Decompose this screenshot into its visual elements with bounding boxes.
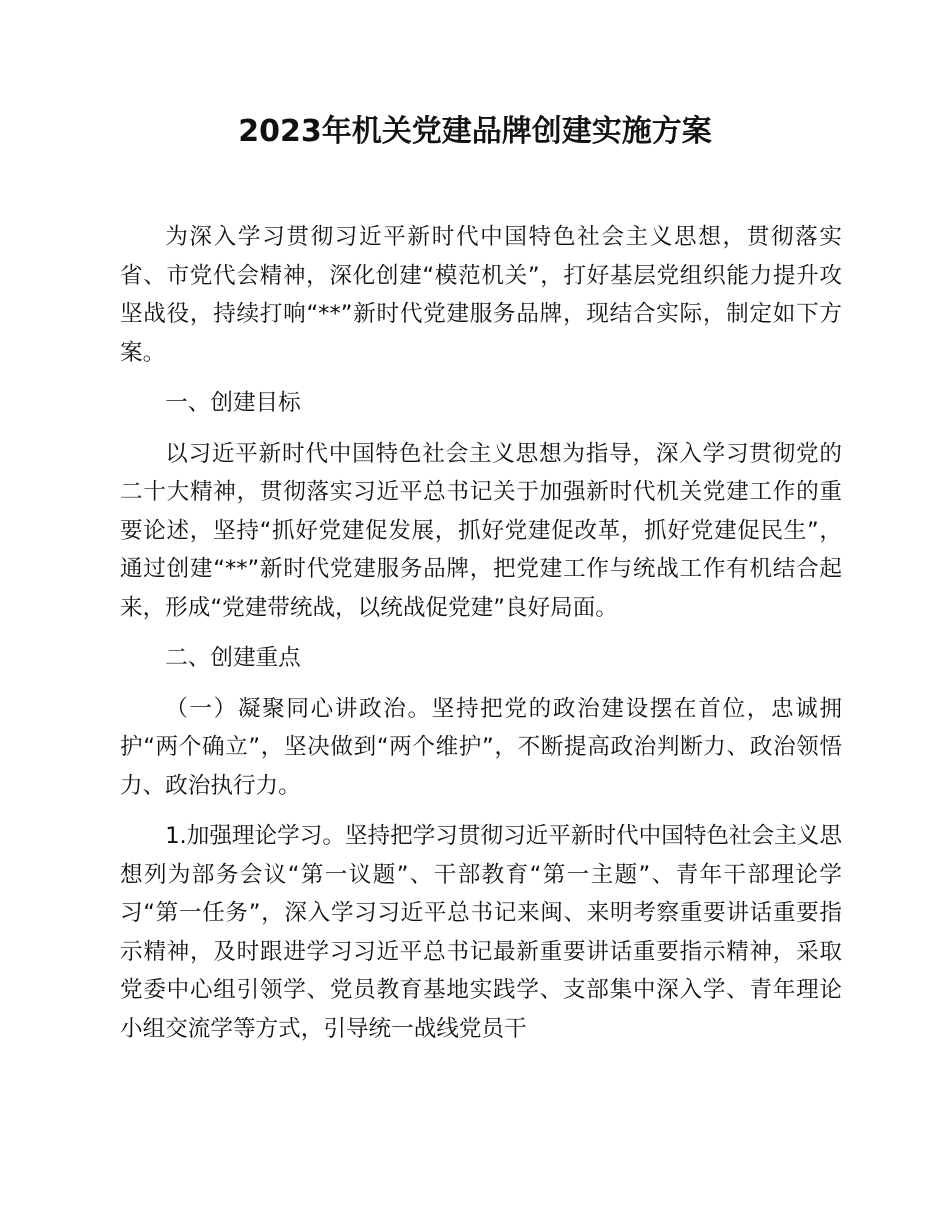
paragraph-focus-1: （一）凝聚同心讲政治。坚持把党的政治建设摆在首位，忠诚拥护“两个确立”，坚决做到“两个维护”，不断提高政治判断力、政治领悟力、政治执行力。	[120, 695, 842, 799]
section-heading-goals: 一、创建目标	[165, 390, 301, 416]
document-body	[120, 218, 842, 1048]
section-heading-focus: 二、创建重点	[165, 645, 301, 671]
paragraph-intro: 为深入学习贯彻习近平新时代中国特色社会主义思想，贯彻落实省、市党代会精神，深化创建“模范机关”，打好基层党组织能力提升攻坚战役，持续打响“**”新时代党建服务品牌，现结合实际，制定如下方案。	[120, 224, 842, 366]
paragraph-goals: 以习近平新时代中国特色社会主义思想为指导，深入学习贯彻党的二十大精神，贯彻落实习近平总书记关于加强新时代机关党建工作的重要论述，坚持“抓好党建促发展，抓好党建促改革，抓好党建促民生”，通过创建“**”新时代党建服务品牌，把党建工作与统战工作有机结合起来，形成“党建带统战，以统战促党建”良好局面。	[120, 440, 842, 621]
paragraph-theory-study: 1.加强理论学习。坚持把学习贯彻习近平新时代中国特色社会主义思想列为部务会议“第一议题”、干部教育“第一主题”、青年干部理论学习“第一任务”，深入学习习近平总书记来闽、来明考察重要讲话重要指示精神，及时跟进学习习近平总书记最新重要讲话重要指示精神，采取党委中心组引领学、党员教育基地实践学、支部集中深入学、青年理论小组交流学等方式，引导统一战线党员干	[120, 823, 842, 1042]
document-title: 2023年机关党建品牌创建实施方案	[238, 114, 712, 149]
